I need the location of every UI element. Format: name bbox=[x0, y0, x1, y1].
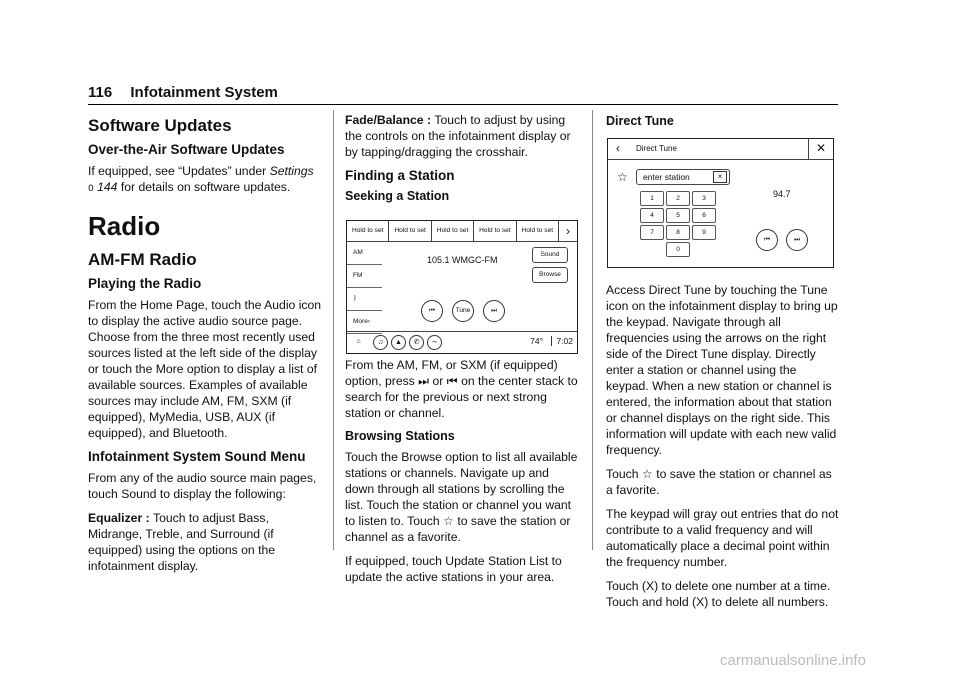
keypad-key[interactable]: 6 bbox=[692, 208, 716, 223]
preset-tabs bbox=[347, 221, 577, 242]
seek-prev-icon[interactable]: ⏮ bbox=[756, 229, 778, 251]
seek-next-icon: ⏭ bbox=[418, 374, 430, 388]
column-1 bbox=[88, 112, 324, 582]
seek-prev-icon: ⏮ bbox=[446, 374, 458, 388]
source-more[interactable]: More› bbox=[347, 311, 382, 334]
ota-text-a: If equipped, see “Updates” under bbox=[88, 164, 270, 178]
station-name: 105.1 WMGC-FM bbox=[427, 255, 498, 265]
clock: 7:02 bbox=[551, 336, 573, 346]
source-am[interactable]: AM bbox=[347, 242, 382, 265]
keypad-key[interactable]: 1 bbox=[640, 191, 664, 206]
keypad-key[interactable]: 3 bbox=[692, 191, 716, 206]
frequency-display: 94.7 bbox=[773, 189, 791, 199]
keypad-key[interactable]: 2 bbox=[666, 191, 690, 206]
ota-text-b: for details on software updates. bbox=[117, 180, 291, 194]
direct-tune-titlebar bbox=[608, 139, 833, 160]
equalizer-paragraph bbox=[88, 510, 324, 574]
titlebar-divider bbox=[808, 139, 809, 159]
tune-button[interactable]: Tune bbox=[452, 300, 474, 322]
seek-next-icon[interactable]: ⏭ bbox=[786, 229, 808, 251]
browse-text-a: Touch the Browse option to list all available stations or channels. Navigate up and down through all stations by scrolling the list. Touch the station or channel you want to listen to. Touch bbox=[345, 450, 578, 528]
seek-prev-icon[interactable]: ⏮ bbox=[421, 300, 443, 322]
page-header bbox=[88, 84, 278, 101]
column-divider-1 bbox=[333, 110, 334, 550]
seek-text-b: on the center stack to search for the previous or next strong station or channel. bbox=[345, 374, 578, 420]
direct-p2-b: to save the station or channel as a favorite. bbox=[606, 467, 832, 497]
phone-icon[interactable]: ✆ bbox=[409, 335, 424, 350]
heading-ota: Over-the-Air Software Updates bbox=[88, 142, 285, 157]
section-title: Infotainment System bbox=[130, 84, 278, 101]
favorite-star-icon: ☆ bbox=[443, 514, 454, 528]
update-paragraph: If equipped, touch Update Station List to update the active stations in your area. bbox=[345, 554, 562, 584]
direct-tune-title: Direct Tune bbox=[636, 144, 677, 153]
direct-paragraph-4: Touch (X) to delete one number at a time. Touch and hold (X) to delete all numbers. bbox=[606, 579, 831, 609]
playing-paragraph: From the Home Page, touch the Audio icon to display the active audio source page. Choose from the three most recently used sources listed at the left side of the display or touch the More option to display a list of available sources. Examples of available sources may include AM, FM, SXM (if equipped), MyMedia, USB, AUX (if equipped), and Bluetooth. bbox=[88, 298, 322, 440]
heading-seeking: Seeking a Station bbox=[345, 189, 450, 203]
heading-software-updates: Software Updates bbox=[88, 116, 232, 135]
station-entry-placeholder: enter station bbox=[643, 172, 690, 182]
preset-tab[interactable]: Hold to set bbox=[432, 221, 474, 241]
heading-browsing: Browsing Stations bbox=[345, 429, 455, 443]
apps-icon[interactable]: ∼ bbox=[427, 335, 442, 350]
station-entry-field[interactable] bbox=[636, 169, 730, 185]
direct-tune-screen-image bbox=[607, 138, 834, 268]
preset-tab[interactable]: Hold to set bbox=[517, 221, 559, 241]
seek-paragraph bbox=[345, 357, 579, 421]
temperature: 74° bbox=[530, 336, 543, 346]
seek-text-a: From the AM, FM, or SXM (if equipped) option, press bbox=[345, 358, 558, 388]
keypad-key[interactable]: 0 bbox=[666, 242, 690, 257]
ota-page-link[interactable]: 144 bbox=[97, 180, 118, 194]
ota-paragraph bbox=[88, 163, 324, 197]
sound-paragraph: From any of the audio source main pages, touch Sound to display the following: bbox=[88, 471, 317, 501]
bottom-bar bbox=[347, 331, 577, 353]
navigation-icon[interactable]: ▲ bbox=[391, 335, 406, 350]
heading-amfm: AM-FM Radio bbox=[88, 250, 197, 269]
browse-button[interactable]: Browse bbox=[532, 267, 568, 283]
direct-paragraph-3: The keypad will gray out entries that do not contribute to a valid frequency and will automatically place a decimal point within the frequency number. bbox=[606, 507, 839, 569]
radio-screen-image bbox=[346, 220, 578, 354]
keypad-key[interactable]: 8 bbox=[666, 225, 690, 240]
heading-playing: Playing the Radio bbox=[88, 276, 202, 291]
close-icon[interactable]: ✕ bbox=[815, 141, 826, 155]
preset-tab[interactable]: Hold to set bbox=[474, 221, 516, 241]
clear-icon[interactable]: × bbox=[713, 171, 727, 183]
favorite-star-icon: ☆ bbox=[641, 467, 653, 481]
browse-text-b: to save the station or channel as a favorite. bbox=[345, 514, 571, 544]
page-number: 116 bbox=[88, 84, 113, 101]
page-ref-icon: 0 bbox=[88, 184, 94, 194]
ota-settings-link[interactable]: Settings bbox=[269, 164, 314, 178]
direct-paragraph-2 bbox=[606, 466, 840, 498]
sound-button[interactable]: Sound bbox=[532, 247, 568, 263]
bluetooth-icon[interactable]: ᛒ bbox=[347, 288, 382, 311]
preset-tab[interactable]: Hold to set bbox=[389, 221, 431, 241]
equalizer-text: Touch to adjust Bass, Midrange, Treble, and Surround (if equipped) using the options on the infotainment display. bbox=[88, 511, 276, 573]
watermark: carmanualsonline.info bbox=[720, 652, 866, 669]
source-list bbox=[347, 242, 382, 334]
header-rule bbox=[88, 104, 838, 105]
direct-paragraph-1: Access Direct Tune by touching the Tune icon on the infotainment display to bring up the keypad. Navigate through all frequencies using the arrows on the right side of the Direct Tune display. Directly enter a station or channel using the keypad. When a new station or channel is entered, the information about that station or channel displays on the right side. This information will update with each new valid frequency. bbox=[606, 283, 838, 457]
preset-tab[interactable]: Hold to set bbox=[347, 221, 389, 241]
heading-finding: Finding a Station bbox=[345, 168, 455, 183]
heading-radio: Radio bbox=[88, 211, 161, 241]
direct-p2-a: Touch bbox=[606, 467, 642, 481]
favorite-star-icon[interactable]: ☆ bbox=[617, 170, 628, 184]
seek-or: or bbox=[429, 374, 447, 388]
keypad-key[interactable]: 9 bbox=[692, 225, 716, 240]
keypad-key[interactable]: 4 bbox=[640, 208, 664, 223]
fade-paragraph bbox=[345, 112, 579, 160]
home-icon[interactable]: ⌂ bbox=[356, 338, 361, 345]
seek-next-icon[interactable]: ⏭ bbox=[483, 300, 505, 322]
keypad-key[interactable]: 5 bbox=[666, 208, 690, 223]
column-divider-2 bbox=[592, 110, 593, 550]
chevron-right-icon[interactable]: › bbox=[566, 224, 571, 238]
keypad-key[interactable]: 7 bbox=[640, 225, 664, 240]
browse-paragraph bbox=[345, 449, 579, 545]
heading-direct-tune: Direct Tune bbox=[606, 114, 674, 128]
audio-icon[interactable]: ♫ bbox=[373, 335, 388, 350]
heading-sound-menu: Infotainment System Sound Menu bbox=[88, 449, 306, 464]
back-arrow-icon[interactable]: ‹ bbox=[616, 141, 620, 155]
equalizer-label: Equalizer : bbox=[88, 511, 154, 525]
fade-text: Touch to adjust by using the controls on the infotainment display or by tapping/dragging the crosshair. bbox=[345, 113, 571, 159]
fade-label: Fade/Balance : bbox=[345, 113, 435, 127]
source-fm[interactable]: FM bbox=[347, 265, 382, 288]
